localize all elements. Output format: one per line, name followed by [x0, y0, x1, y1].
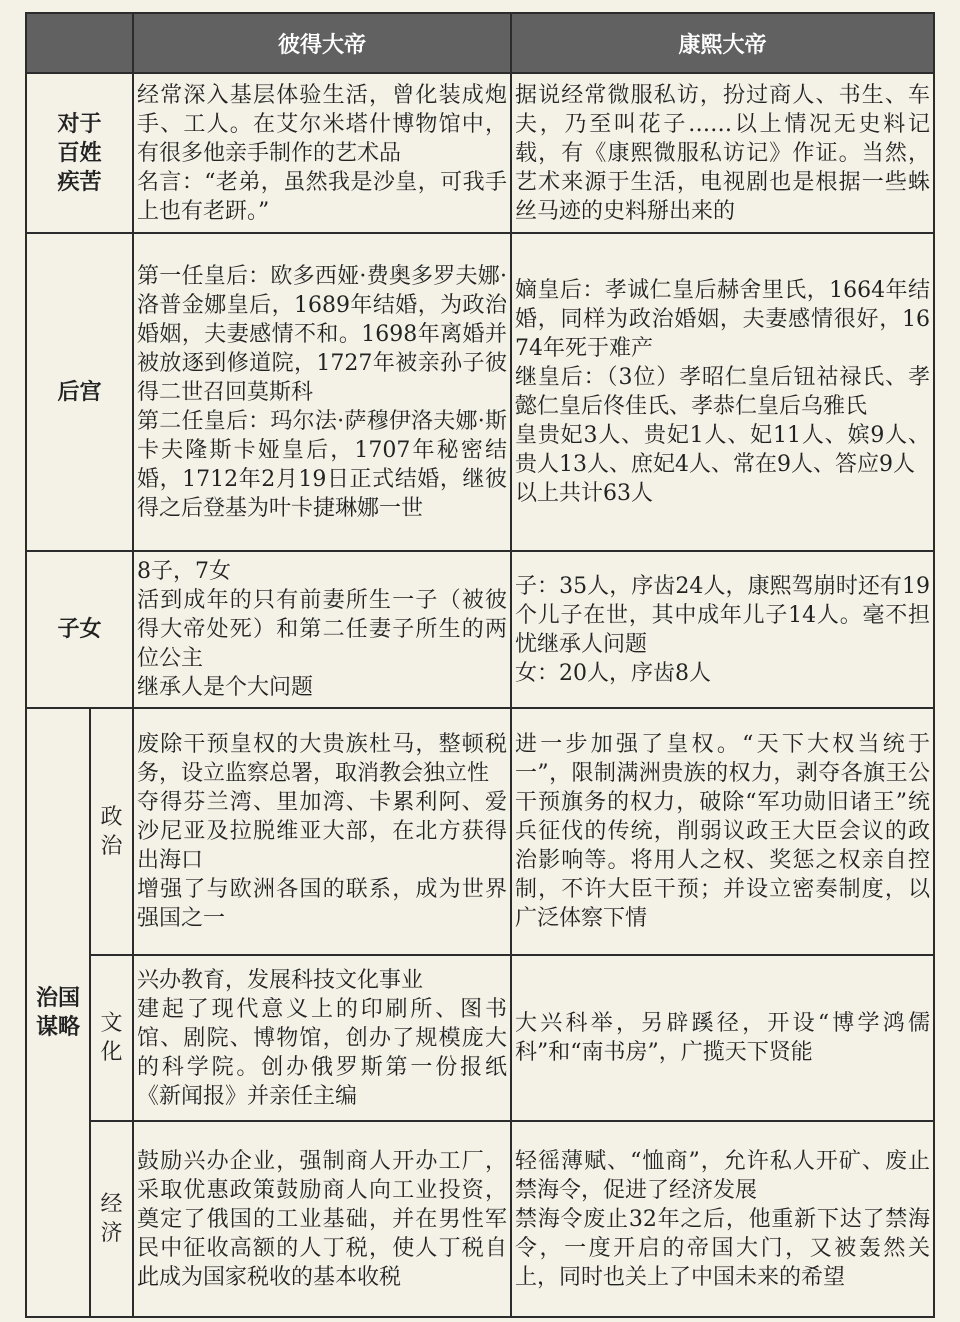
cell-children-peter	[133, 551, 511, 708]
text-line: 继皇后：（3位）孝昭仁皇后钮祜禄氏、孝懿仁皇后佟佳氏、孝恭仁皇后乌雅氏	[515, 365, 930, 419]
row-culture	[26, 955, 934, 1121]
text-line: 继承人是个大问题	[137, 675, 314, 700]
sub-label-economy	[90, 1121, 133, 1317]
label-line: 化	[100, 1040, 123, 1065]
text-line: 子：35人，序齿24人，康熙驾崩时还有19个儿子在世，其中成年儿子14人。毫不担忧继承人问题	[515, 573, 930, 657]
row-politics	[26, 708, 934, 955]
label-line: 谋略	[35, 1013, 80, 1040]
header-peter: 彼得大帝	[133, 13, 511, 73]
cell-politics-kangxi	[511, 708, 934, 955]
text-line: 废除干预皇权的大贵族杜马，整顿税务，设立监察总署，取消教会独立性	[137, 732, 507, 786]
label-line: 济	[100, 1221, 123, 1246]
cell-people-peter	[133, 73, 511, 233]
text-line: 兴办教育，发展科技文化事业	[137, 967, 424, 993]
label-line: 治	[100, 833, 123, 859]
cell-economy-kangxi	[511, 1121, 934, 1317]
row-label-people	[26, 73, 133, 233]
row-harem	[26, 233, 934, 551]
text-line: 据说经常微服私访，扮过商人、书生、车夫，乃至叫花子……以上情况无史料记载，有《康熙微服私访记》作证。当然，艺术来源于生活，电视剧也是根据一些蛛丝马迹的史料掰出来的	[515, 82, 930, 224]
row-economy	[26, 1121, 934, 1317]
text-line: 大兴科举，另辟蹊径，开设“博学鸿儒科”和“南书房”，广揽天下贤能	[515, 1011, 930, 1065]
label-line: 百姓	[57, 139, 102, 166]
text-line: 夺得芬兰湾、里加湾、卡累利阿、爱沙尼亚及拉脱维亚大部，在北方获得出海口	[137, 790, 507, 873]
label-line: 治国	[35, 984, 80, 1011]
cell-harem-kangxi	[511, 233, 934, 551]
label-line: 子女	[57, 616, 102, 642]
text-line: 建起了现代意义上的印刷所、图书馆、剧院、博物馆，创办了规模庞大的科学院。创办俄罗斯第一份报纸《新闻报》并亲任主编	[137, 996, 507, 1109]
cell-people-kangxi	[511, 73, 934, 233]
cell-children-kangxi	[511, 551, 934, 708]
text-line: 以上共计63人	[515, 481, 653, 506]
text-line: 活到成年的只有前妻所生一子（被彼得大帝处死）和第二任妻子所生的两位公主	[137, 588, 507, 671]
row-label-governance	[26, 708, 90, 1317]
label-line: 经	[100, 1192, 123, 1217]
text-line: 鼓励兴办企业，强制商人开办工厂，采取优惠政策鼓励商人向工业投资，奠定了俄国的工业基础，并在男性军民中征收高额的人丁税，使人丁税自此成为国家税收的基本收税	[137, 1148, 507, 1290]
sub-label-culture	[90, 955, 133, 1121]
label-line: 对于	[57, 110, 102, 137]
text-line: 名言：“老弟，虽然我是沙皇，可我手上也有老趼。”	[137, 169, 507, 224]
row-label-harem	[26, 233, 133, 551]
text-line: 禁海令废止32年之后，他重新下达了禁海令，一度开启的帝国大门，又被轰然关上，同时也关上了中国未来的希望	[515, 1206, 930, 1290]
text-line: 经常深入基层体验生活，曾化装成炮手、工人。在艾尔米塔什博物馆中，有很多他亲手制作的艺术品	[137, 82, 507, 166]
label-line: 疾苦	[57, 168, 102, 195]
cell-economy-peter	[133, 1121, 511, 1317]
header-category	[26, 13, 133, 73]
row-people	[26, 73, 934, 233]
text-line: 轻徭薄赋、“恤商”，允许私人开矿、废止禁海令，促进了经济发展	[515, 1148, 930, 1203]
text-line: 进一步加强了皇权。“天下大权当统于一”，限制满洲贵族的权力，剥夺各旗王公干预旗务的权力，破除“军功勋旧诸王”统兵征伐的传统，削弱议政王大臣会议的政治影响等。将用人之权、奖惩之权亲自控制，不许大臣干预；并设立密奏制度，以广泛体察下情	[515, 732, 930, 931]
text-line: 增强了与欧洲各国的联系，成为世界强国之一	[137, 877, 507, 931]
cell-harem-peter	[133, 233, 511, 551]
row-children	[26, 551, 934, 708]
text-line: 第二任皇后：玛尔法·萨穆伊洛夫娜·斯卡夫隆斯卡娅皇后，1707年秘密结婚，1712年2月19日正式结婚，继彼得之后登基为叶卡捷琳娜一世	[137, 408, 507, 521]
comparison-table	[25, 12, 935, 1318]
label-line: 文	[100, 1011, 123, 1036]
label-line: 后宫	[57, 378, 102, 405]
cell-culture-kangxi	[511, 955, 934, 1121]
text-line: 皇贵妃3人、贵妃1人、妃11人、嫔9人、贵人13人、庶妃4人、常在9人、答应9人	[515, 423, 930, 477]
row-label-children	[26, 551, 133, 708]
label-line: 政	[100, 804, 123, 830]
cell-politics-peter	[133, 708, 511, 955]
text-line: 女：20人，序齿8人	[515, 660, 711, 686]
text-line: 第一任皇后：欧多西娅·费奥多罗夫娜·洛普金娜皇后，1689年结婚，为政治婚姻，夫妻感情不和。1698年离婚并被放逐到修道院，1727年被亲孙子彼得二世召回莫斯科	[137, 263, 507, 405]
cell-culture-peter	[133, 955, 511, 1121]
header-row	[26, 13, 934, 73]
text-line: 8子，7女	[137, 559, 231, 584]
header-kangxi: 康熙大帝	[511, 13, 934, 73]
sub-label-politics	[90, 708, 133, 955]
text-line: 嫡皇后：孝诚仁皇后赫舍里氏，1664年结婚，同样为政治婚姻，夫妻感情很好，1674年死于难产	[515, 278, 930, 361]
